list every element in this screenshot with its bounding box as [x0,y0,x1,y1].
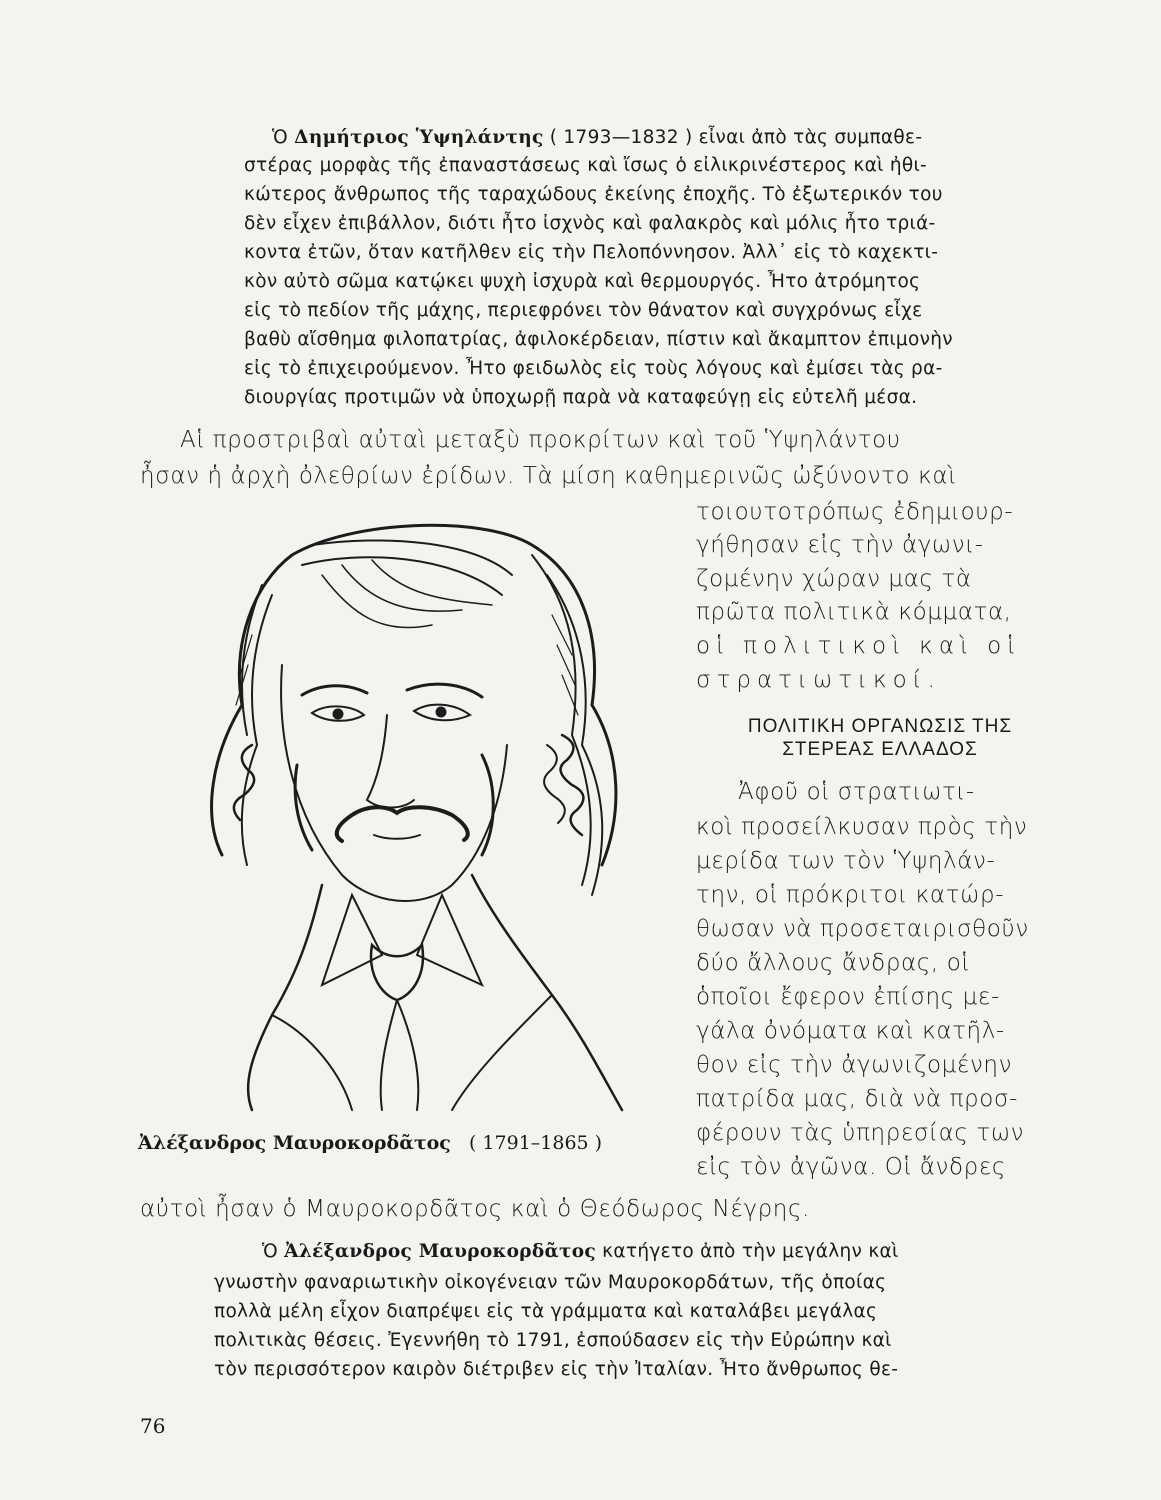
intro-line: διουργίας προτιμῶν νὰ ὑποχωρῇ παρὰ νὰ καταφεύγῃ εἰς εὐτελῆ μέσα. [244,387,918,408]
column-line: οἱ πολιτικοὶ καὶ οἱ [696,633,1021,659]
section-line: την, οἱ πρόκριτοι κατώρ- [696,882,1005,908]
column-line: πρῶτα πολιτικὰ κόμματα, [696,599,1012,625]
intro-line: δὲν εἶχεν ἐπιβάλλον, διότι ἦτο ἰσχνὸς καὶ φαλακρὸς καὶ μόλις ἦτο τριά- [244,213,936,234]
column-line: ζομένην χώραν μας τὰ [696,566,972,592]
caption-name: Ἀλέξανδρος Μαυροκορδᾶτος [138,1132,451,1154]
section-line: φέρουν τὰς ὑπηρεσίας των [696,1120,1025,1146]
section-heading-line-2: ΣΤΕΡΕΑΣ ΕΛΛΑΔΟΣ [782,739,978,760]
intro-line-1-rest: ( 1793—1832 ) εἶναι ἀπὸ τὰς συμπαθε- [543,127,923,148]
section-heading-line-1: ΠΟΛΙΤΙΚΗ ΟΡΓΑΝΩΣΙΣ ΤΗΣ [747,716,1013,737]
section-full-line: αὐτοὶ ἦσαν ὁ Μαυροκορδᾶτος καὶ ὁ Θεόδωρος Νέγρης. [140,1196,810,1222]
page-number: 76 [140,1414,166,1438]
column-line: τοιουτοτρόπως ἐδημιουρ- [696,499,1014,525]
intro-line: εἰς τὸ πεδίον τῆς μάχης, περιεφρόνει τὸν θάνατον καὶ συγχρόνως εἶχε [244,300,923,321]
bio-article: Ὁ [262,1241,285,1262]
intro-line-2: στέρας μορφὰς τῆς ἐπαναστάσεως καὶ ἴσως ὁ εἰλικρινέστερος καὶ ἠθι- [244,155,928,176]
section-line: ὁποῖοι ἔφερον ἐπίσης με- [696,984,1000,1010]
section-line: μερίδα των τὸν Ὑψηλάν- [696,848,996,874]
intro-line: κώτερος ἄνθρωπος τῆς ταραχώδους ἐκείνης ἐποχῆς. Τὸ ἐξωτερικόν του [244,184,943,205]
section-line: κοὶ προσείλκυσαν πρὸς τὴν [696,814,1028,840]
caption-years: ( 1791–1865 ) [468,1132,603,1154]
section-line: Ἀφοῦ οἱ στρατιωτι- [738,779,975,805]
main-line-1: Αἱ προστριβαὶ αὐταὶ μεταξὺ προκρίτων καὶ τοῦ Ὑψηλάντου [180,427,901,453]
section-heading [690,715,1070,761]
intro-line-1 [272,126,922,150]
intro-line: εἰς τὸ ἐπιχειρούμενον. Ἦτο φειδωλὸς εἰς τοὺς λόγους καὶ ἐμίσει τὰς ρα- [244,358,943,379]
section-line: θωσαν νὰ προσεταιρισθοῦν [696,916,1029,942]
intro-line: κοντα ἐτῶν, ὅταν κατῆλθεν εἰς τὴν Πελοπόννησον. Ἀλλ᾿ εἰς τὸ καχεκτι- [244,242,939,263]
intro-line: βαθὺ αἴσθημα φιλοπατρίας, ἀφιλοκέρδειαν, πίστιν καὶ ἄκαμπτον ἐπιμονὴν [244,329,953,350]
section-line: γάλα ὀνόματα καὶ κατῆλ- [696,1018,1005,1044]
section-line: εἰς τὸν ἀγῶνα. Οἱ ἄνδρες [696,1154,1006,1180]
bio-name-mavrokordatos: Ἀλέξανδρος Μαυροκορδᾶτος [284,1241,596,1262]
bio-line-1-rest: κατήγετο ἀπὸ τὴν μεγάλην καὶ [596,1241,899,1262]
column-line: γήθησαν εἰς τὴν ἀγωνι- [696,532,984,558]
intro-name-ypsilantis: Δημήτριος Ὑψηλάντης [294,127,544,148]
bio-line: τὸν περισσότερον καιρὸν διέτριβεν εἰς τὴν Ἰταλίαν. Ἦτο ἄνθρωπος θε- [214,1359,899,1380]
intro-article: Ὁ [272,127,295,148]
bio-line: πολλὰ μέλη εἶχον διαπρέψει εἰς τὰ γράμματα καὶ καταλάβει μεγάλας [214,1301,878,1322]
portrait-engraving [152,515,692,1115]
bio-line: πολιτικὰς θέσεις. Ἐγεννήθη τὸ 1791, ἐσπούδασεν εἰς τὴν Εὐρώπην καὶ [214,1330,892,1351]
bio-line-1 [262,1240,899,1264]
section-line: δύο ἄλλους ἄνδρας, οἱ [696,950,970,976]
section-line: θον εἰς τὴν ἀγωνιζομένην [696,1052,1013,1078]
portrait-caption [138,1132,602,1154]
column-line: στρατιωτικοί. [696,667,941,693]
bio-line: γνωστὴν φαναριωτικὴν οἰκογένειαν τῶν Μαυροκορδάτων, τῆς ὁποίας [214,1272,887,1293]
intro-line: κὸν αὐτὸ σῶμα κατῴκει ψυχὴ ἰσχυρὰ καὶ θερμουργός. Ἦτο ἀτρόμητος [244,271,921,292]
main-line-2: ἦσαν ἡ ἀρχὴ ὀλεθρίων ἐρίδων. Τὰ μίση καθημερινῶς ὠξύνοντο καὶ [140,463,957,489]
section-line: πατρίδα μας, διὰ νὰ προσ- [696,1086,1018,1112]
